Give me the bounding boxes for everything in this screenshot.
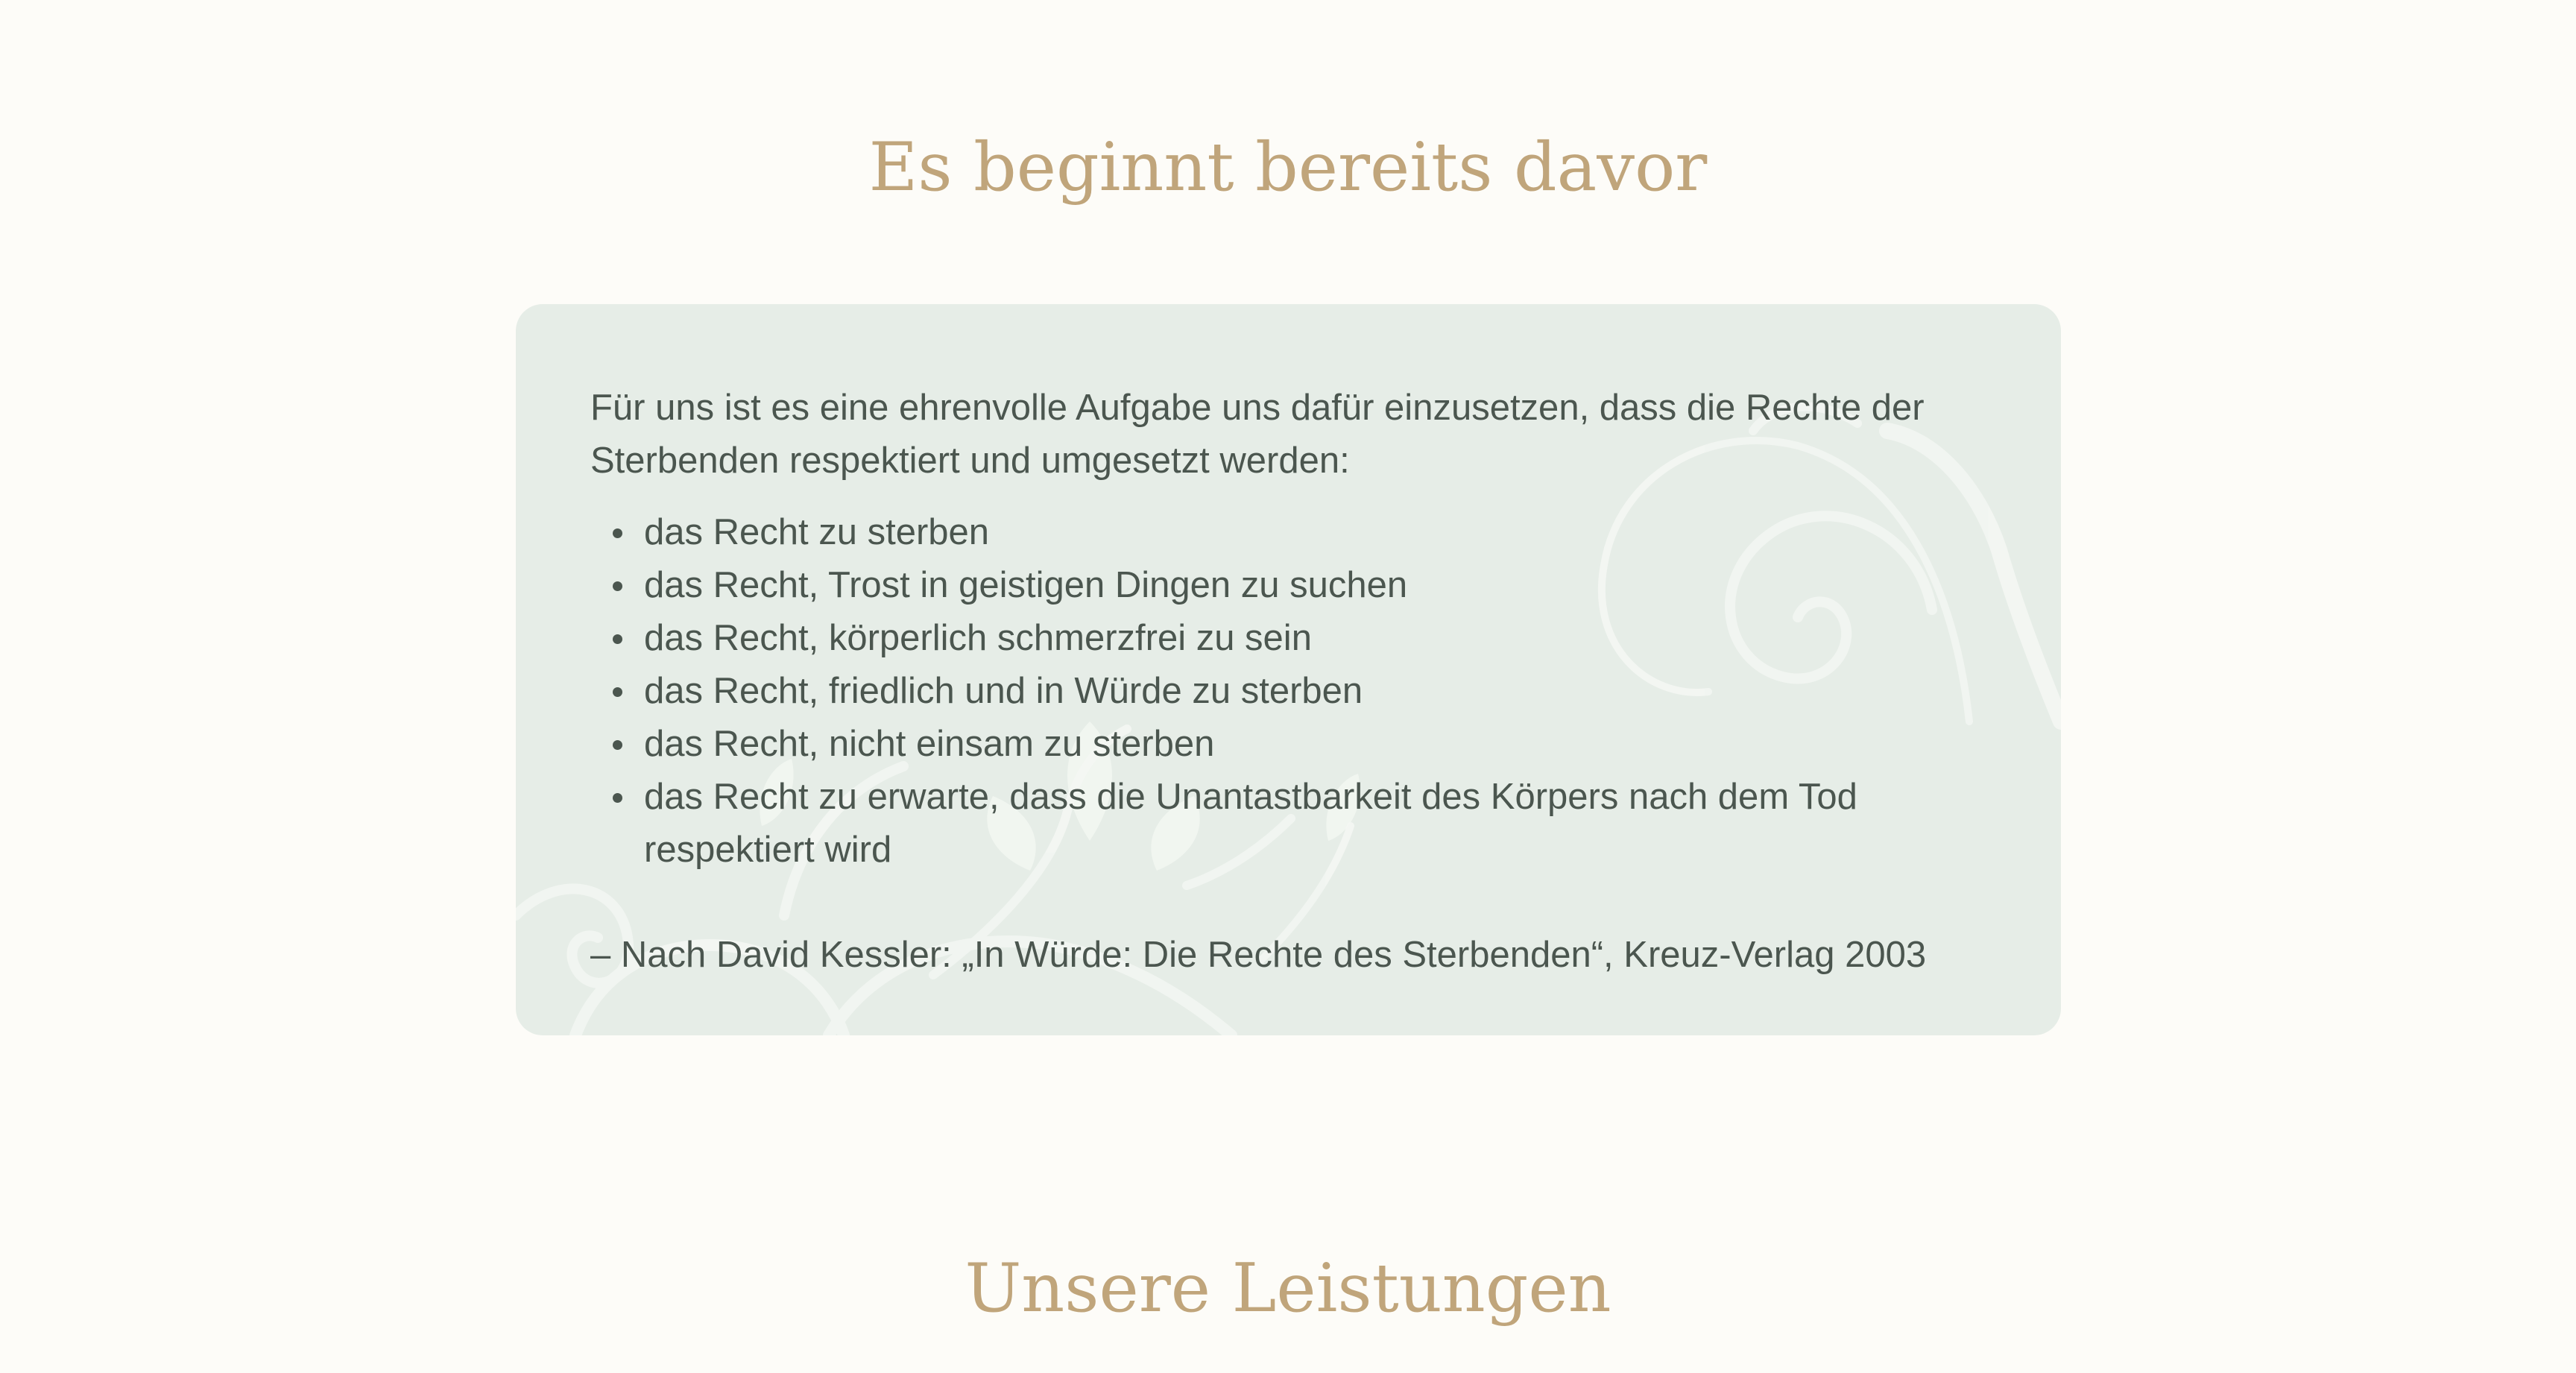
card-content xyxy=(590,382,1992,982)
citation-text: – Nach David Kessler: „In Würde: Die Rechte des Sterbenden“, Kreuz-Verlag 2003 xyxy=(590,935,1927,975)
rights-card xyxy=(516,304,2061,1035)
list-item: das Recht, friedlich und in Würde zu sterben xyxy=(644,665,1992,718)
section-title-unsere-leistungen: Unsere Leistungen xyxy=(965,1249,1611,1328)
section-title-es-beginnt-bereits-davor: Es beginnt bereits davor xyxy=(868,128,1708,206)
list-item: das Recht zu sterben xyxy=(644,506,1992,559)
list-item: das Recht, körperlich schmerzfrei zu sein xyxy=(644,612,1992,665)
list-item: das Recht zu erwarte, dass die Unantastbarkeit des Körpers nach dem Tod respektiert wird xyxy=(644,771,1992,877)
rights-list xyxy=(590,506,1992,877)
list-item: das Recht, Trost in geistigen Dingen zu suchen xyxy=(644,559,1992,612)
list-item: das Recht, nicht einsam zu sterben xyxy=(644,718,1992,771)
intro-text: Für uns ist es eine ehrenvolle Aufgabe uns dafür einzusetzen, dass die Rechte der Sterbenden respektiert und umgesetzt werden: xyxy=(590,388,1925,481)
